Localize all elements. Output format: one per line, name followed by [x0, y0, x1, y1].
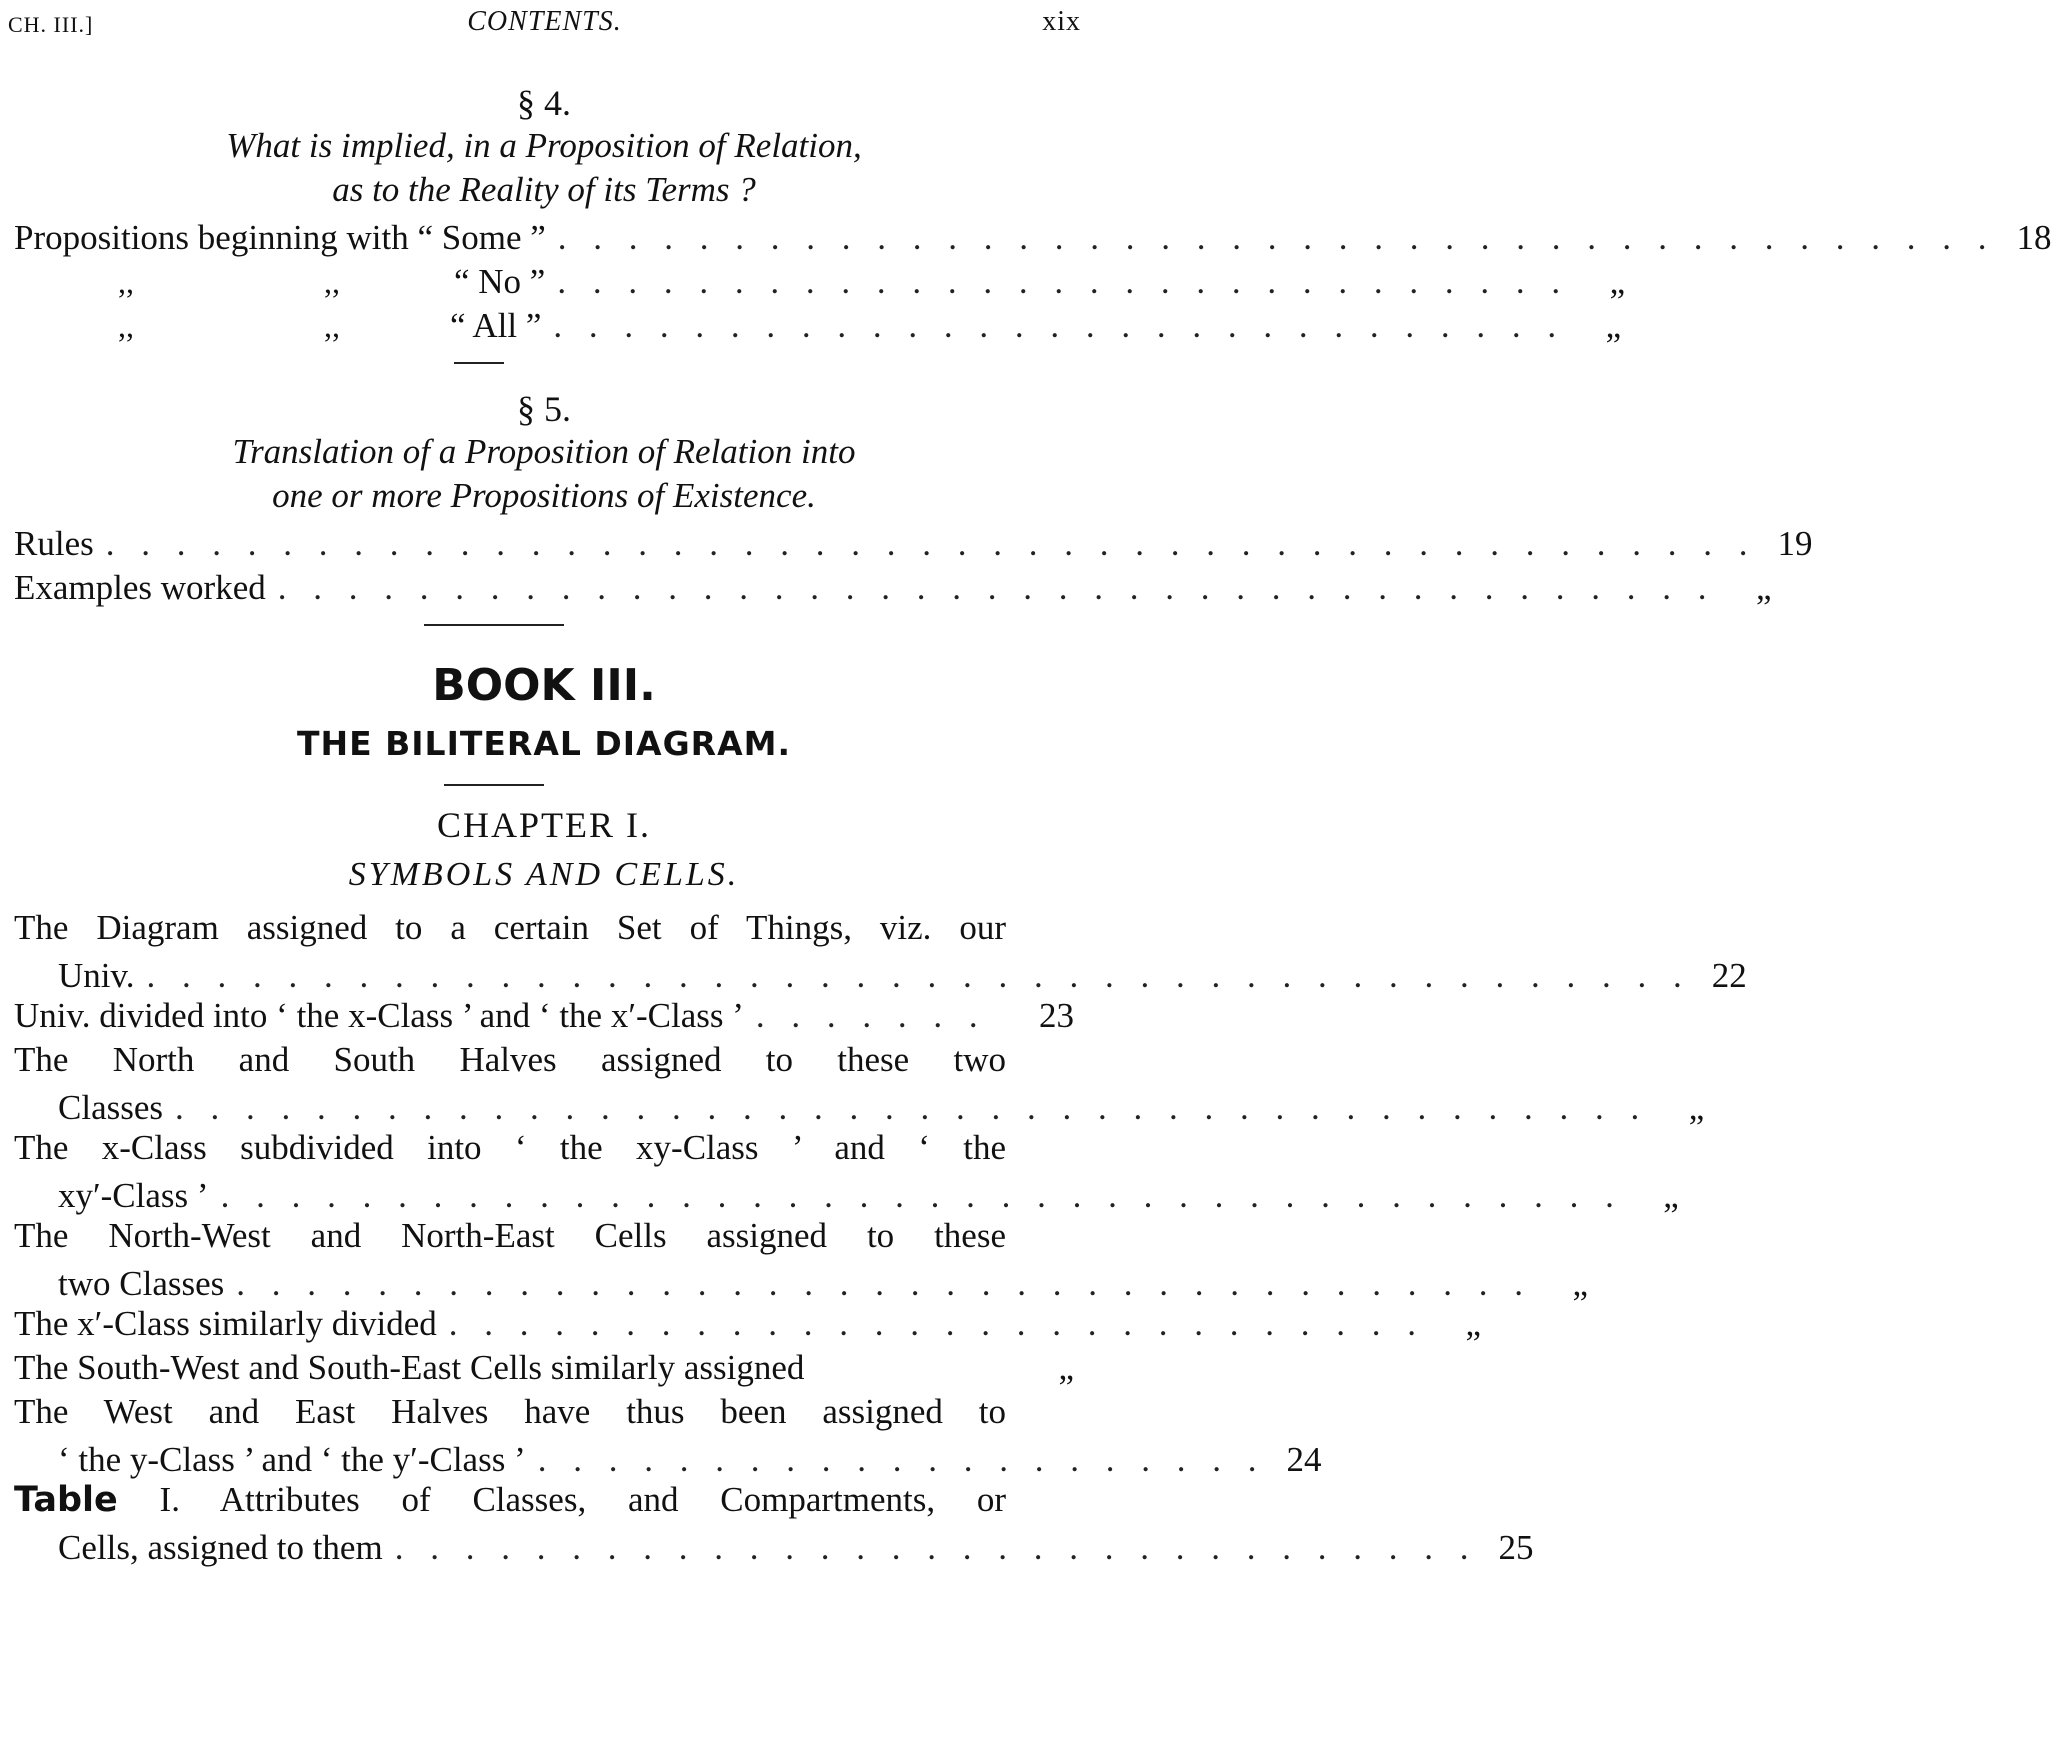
ditto-mark: ,,: [118, 264, 134, 300]
dot-leader: . . . . . . . . . . . . . . . . . . . . . . . . . . . . .: [553, 306, 1566, 345]
entry-label: “ All ”: [450, 306, 542, 345]
toc-entry[interactable]: [14, 1124, 1679, 1220]
dot-leader: . . . . . . . . . . . . . . . . . . . . .: [537, 1440, 1266, 1479]
chapter-title: SYMBOLS AND CELLS.: [348, 856, 740, 893]
entry-label: The South-West and South-East Cells similarly assigned: [14, 1348, 805, 1387]
chapter-divider: [444, 784, 544, 786]
entry-page: „: [1609, 262, 1626, 301]
dot-leader: . . . . . . . . . . . . . . . . . . . . . . . . . . . .: [448, 1304, 1425, 1343]
entry-label: “ No ”: [454, 262, 546, 301]
ditto-mark: ,,: [118, 308, 134, 344]
entry-label: Univ. divided into ‘ the x-Class ’ and ‘ the x′-Class ’: [14, 996, 744, 1035]
toc-entry[interactable]: [14, 1476, 1534, 1572]
entry-label: Propositions beginning with “ Some ”: [14, 218, 546, 257]
entry-page: „: [1755, 568, 1772, 607]
entry-page: 24: [1286, 1440, 1322, 1479]
section-5-number: § 5.: [517, 389, 571, 429]
dot-leader: . . . . . . . . . . . . . . . . . . . . . . . . . . . . . . . . . . . . . . . . .: [277, 568, 1716, 607]
entry-label: two Classes: [58, 1264, 225, 1303]
toc-entry[interactable]: [14, 1388, 1322, 1484]
table-label: Table: [14, 1480, 118, 1520]
toc-entry[interactable]: [14, 904, 1747, 1000]
entry-page: „: [1572, 1264, 1588, 1303]
entry-line1: The North-West and North-East Cells assigned to these: [14, 1216, 1006, 1255]
toc-entry[interactable]: [14, 258, 1626, 306]
dot-leader: . . . . . . . . . . . . . . . . . . . . . . . . . . . . . . . . . . . . . . . .: [220, 1176, 1623, 1215]
section-divider: [454, 362, 504, 364]
section-4-number: § 4.: [517, 83, 571, 123]
entry-line1: The Diagram assigned to a certain Set of Things, viz. our: [14, 908, 1006, 947]
entry-text: I. Attributes of Classes, and Compartments, or: [117, 1480, 1006, 1519]
entry-label: Examples worked: [14, 568, 266, 607]
dot-leader: . . . . . . . . . . . . . . . . . . . . . . . . . . . . . . . . . . . . . . . . .: [557, 218, 1996, 257]
entry-label: Univ.: [58, 956, 135, 995]
entry-label: The x′-Class similarly divided: [14, 1304, 437, 1343]
section-5-title-line2: one or more Propositions of Existence.: [272, 476, 816, 515]
entry-page: „: [1465, 1304, 1481, 1343]
section-4-title-line2: as to the Reality of its Terms ?: [332, 170, 756, 209]
toc-entry[interactable]: [14, 992, 1074, 1040]
section-5-title-line1: Translation of a Proposition of Relation into: [232, 432, 856, 471]
entry-page: 25: [1498, 1528, 1534, 1567]
toc-entry[interactable]: [14, 214, 2052, 262]
entry-label: Classes: [58, 1088, 163, 1127]
dot-leader: . . . . . . . . . . . . . . . . . . . . . . . . . . . . .: [557, 262, 1570, 301]
entry-line1: The West and East Halves have thus been assigned to: [14, 1392, 1006, 1431]
dot-leader: . . . . . . . . . . . . . . . . . . . . . . . . . . . . . . . . . . . . . . . . . . . . . . .: [105, 524, 1757, 563]
chapter-ref: CH. III.]: [8, 12, 94, 37]
ditto-mark: ,,: [324, 308, 340, 344]
ditto-mark: ,,: [324, 264, 340, 300]
dot-leader: . . . . . . . . . . . . . . . . . . . . . . . . . . . . . . . . . . . . . . . . . . . .: [146, 956, 1691, 995]
book-subtitle: THE BILITERAL DIAGRAM.: [296, 724, 792, 763]
page-number: xix: [1042, 6, 1081, 37]
dot-leader: . . . . . . . . . . . . . . . . . . . . . . . . . . . . . . .: [394, 1528, 1478, 1567]
header-title: CONTENTS.: [467, 6, 622, 37]
entry-label: Rules: [14, 524, 94, 563]
entry-page: 23: [1039, 996, 1074, 1035]
dot-leader: . . . . . . . . . . . . . . . . . . . . . . . . . . . . . . . . . . . . . . . . . .: [175, 1088, 1649, 1127]
running-header: [8, 4, 1081, 44]
entry-page: „: [1688, 1088, 1705, 1127]
entry-label: Cells, assigned to them: [58, 1528, 383, 1567]
entry-page: 19: [1777, 524, 1813, 563]
toc-entry[interactable]: [14, 1300, 1481, 1348]
toc-entry[interactable]: [14, 1344, 1074, 1392]
entry-line1: [14, 1476, 1074, 1524]
entry-line1: The x-Class subdivided into ‘ the xy-Class ’ and ‘ the: [14, 1128, 1006, 1167]
entry-label: xy′-Class ’: [58, 1176, 209, 1215]
toc-entry[interactable]: [14, 520, 1813, 568]
book-divider: [424, 624, 564, 626]
entry-page: 18: [2016, 218, 2052, 257]
entry-line1: The North and South Halves assigned to these two: [14, 1040, 1006, 1079]
toc-entry[interactable]: [14, 564, 1772, 612]
toc-entry[interactable]: [14, 1036, 1705, 1132]
book-title: BOOK III.: [432, 660, 656, 711]
entry-page: „: [1663, 1176, 1679, 1215]
chapter-number: CHAPTER I.: [436, 805, 651, 845]
entry-label: ‘ the y-Class ’ and ‘ the y′-Class ’: [58, 1440, 526, 1479]
entry-page: „: [1605, 306, 1622, 345]
section-4-title-line1: What is implied, in a Proposition of Relation,: [226, 126, 862, 165]
toc-entry[interactable]: [14, 302, 1622, 350]
dot-leader: . . . . . . . . . . . . . . . . . . . . . . . . . . . . . . . . . . . . .: [236, 1264, 1532, 1303]
entry-page: 22: [1711, 956, 1747, 995]
dot-leader: . . . . . . .: [755, 996, 987, 1035]
entry-page: „: [1058, 1348, 1074, 1387]
toc-entry[interactable]: [14, 1212, 1588, 1308]
